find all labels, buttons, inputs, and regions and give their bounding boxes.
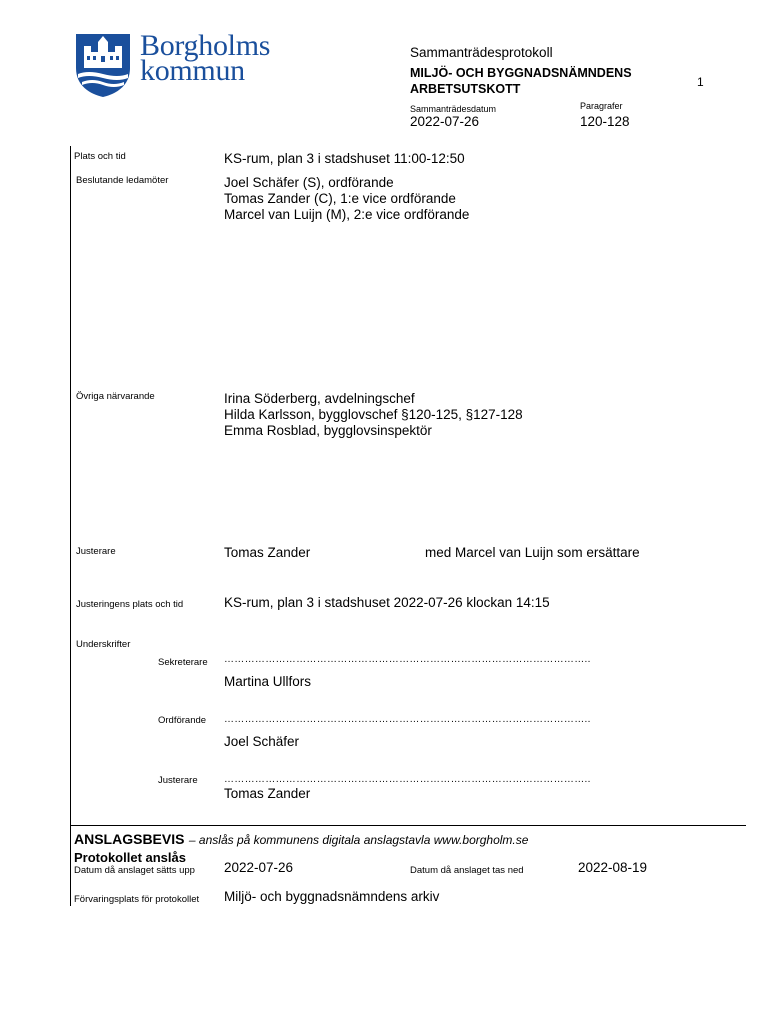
adjustment-place-value: KS-rum, plan 3 i stadshuset 2022-07-26 klockan 14:15 <box>224 595 550 610</box>
posted-heading: Protokollet anslås <box>74 850 186 865</box>
place-value: KS-rum, plan 3 i stadshuset 11:00-12:50 <box>224 151 465 166</box>
page-number: 1 <box>697 75 704 89</box>
borgholm-coat-of-arms-logo <box>72 30 134 98</box>
logo-line-2: kommun <box>140 54 245 87</box>
other-attendee-item: Emma Rosblad, bygglovsinspektör <box>224 423 432 438</box>
document-type: Sammanträdesprotokoll <box>410 45 553 60</box>
paragraph-label: Paragrafer <box>580 101 623 111</box>
committee-name-line-2: ARBETSUTSKOTT <box>410 82 521 96</box>
meeting-date-label: Sammanträdesdatum <box>410 104 497 114</box>
member-item: Marcel van Luijn (M), 2:e vice ordförande <box>224 207 470 222</box>
posted-date-label: Datum då anslaget sätts upp <box>74 865 195 876</box>
other-attendee-item: Hilda Karlsson, bygglovschef §120-125, §127-128 <box>224 407 523 422</box>
signature-adjuster-label: Justerare <box>158 775 198 786</box>
chair-name: Joel Schäfer <box>224 734 300 749</box>
adjuster-signature-line: …………………………………………………………………………………………….. <box>224 774 591 785</box>
storage-label: Förvaringsplats för protokollet <box>74 894 200 905</box>
paragraph-value: 120-128 <box>580 114 630 129</box>
logo-line-1: Borgholms <box>140 29 271 62</box>
secretary-name: Martina Ullfors <box>224 674 312 689</box>
others-label: Övriga närvarande <box>76 391 155 402</box>
chair-signature-line: …………………………………………………………………………………………….. <box>224 714 591 725</box>
place-label: Plats och tid <box>74 151 126 162</box>
notice-title: ANSLAGSBEVIS <box>74 831 185 847</box>
notice-subtitle: – anslås på kommunens digitala anslagstavla www.borgholm.se <box>188 833 529 847</box>
adjustment-place-label: Justeringens plats och tid <box>76 599 184 610</box>
left-margin-rule <box>70 146 71 906</box>
members-list <box>224 175 469 223</box>
adjuster-label: Justerare <box>76 546 116 557</box>
other-attendee-item: Irina Söderberg, avdelningschef <box>224 391 415 406</box>
committee-name <box>410 65 632 97</box>
members-label: Beslutande ledamöter <box>76 175 169 186</box>
adjuster-value: Tomas Zander <box>224 545 311 560</box>
member-item: Tomas Zander (C), 1:e vice ordförande <box>224 191 456 206</box>
removed-date-value: 2022-08-19 <box>578 860 648 875</box>
chair-label: Ordförande <box>158 715 207 726</box>
secretary-signature-line: …………………………………………………………………………………………….. <box>224 654 591 665</box>
secretary-label: Sekreterare <box>158 657 208 668</box>
adjuster-substitute: med Marcel van Luijn som ersättare <box>425 545 640 560</box>
member-item: Joel Schäfer (S), ordförande <box>224 175 394 190</box>
removed-date-label: Datum då anslaget tas ned <box>410 865 524 876</box>
adjuster-signature-name: Tomas Zander <box>224 786 311 801</box>
meeting-date-value: 2022-07-26 <box>410 114 480 129</box>
signatures-label: Underskrifter <box>76 639 131 650</box>
posted-date-value: 2022-07-26 <box>224 860 294 875</box>
notice-heading <box>74 831 528 849</box>
notice-divider <box>70 825 746 826</box>
others-list <box>224 391 523 439</box>
logo-wordmark <box>140 29 271 87</box>
storage-value: Miljö- och byggnadsnämndens arkiv <box>224 889 440 904</box>
committee-name-line-1: MILJÖ- OCH BYGGNADSNÄMNDENS <box>410 66 632 80</box>
